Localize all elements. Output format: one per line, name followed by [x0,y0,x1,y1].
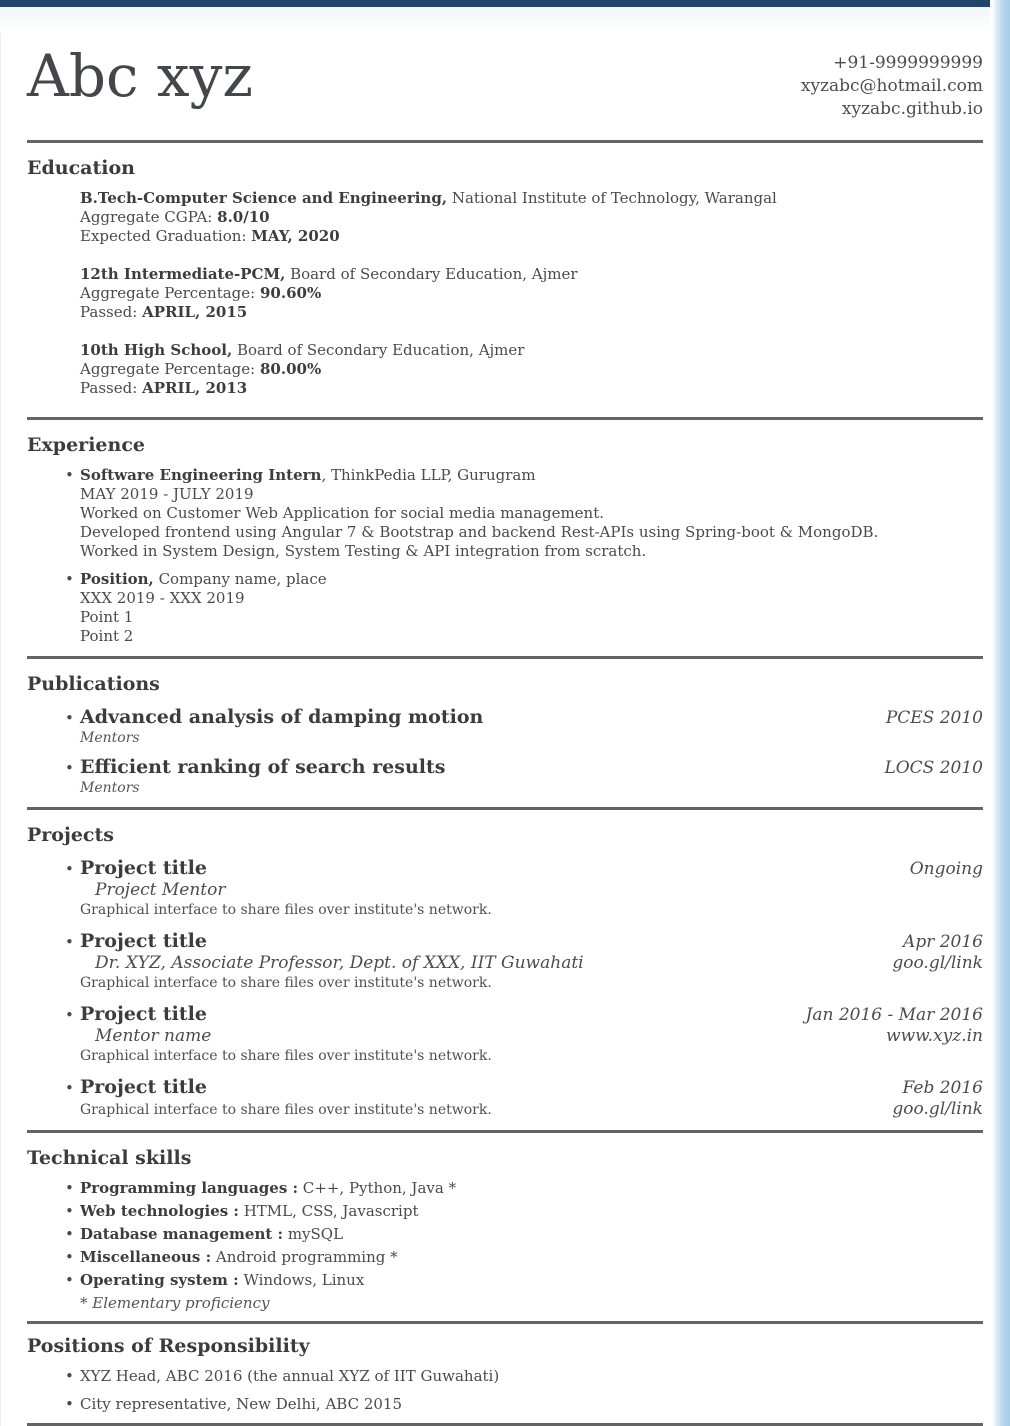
project-mentor-row [80,1026,983,1047]
education-date-line [80,379,983,398]
contact-phone: +91-9999999999 [833,53,983,73]
section-divider [27,656,983,659]
institution: Board of Secondary Education, Ajmer [285,265,578,283]
education-degree-line [80,341,983,360]
degree: 12th Intermediate-PCM, [80,265,286,283]
publication-mentors: Mentors [80,780,140,796]
publication-venue: LOCS 2010 [884,758,983,778]
education-score-line [80,284,983,303]
education-date-line [80,303,983,322]
section-divider [27,807,983,810]
top-edge-bar [0,0,990,7]
publication-title-row [80,705,983,729]
position-item: • City representative, New Delhi, ABC 2015 [80,1395,983,1414]
project-period: Jan 2016 - Mar 2016 [805,1005,983,1025]
project-period: Apr 2016 [903,932,983,952]
skill-value: C++, Python, Java * [298,1179,457,1197]
publication-venue: PCES 2010 [885,708,983,728]
education-degree-line [80,265,983,284]
project-title: • Project title [80,857,207,879]
project-item [80,856,983,919]
project-title-row [80,856,983,880]
publication-item [80,705,983,747]
company: , ThinkPedia LLP, Gurugram [321,466,536,484]
institution: National Institute of Technology, Warangal [447,189,777,207]
skill-value: Windows, Linux [238,1271,365,1289]
project-item [80,1002,983,1065]
project-link[interactable]: goo.gl/link [892,953,983,973]
project-description: Graphical interface to share files over institute's network. [80,975,492,991]
project-title-row [80,1075,983,1099]
project-item [80,1075,983,1120]
project-description-row [80,1099,983,1120]
publication-title: • Efficient ranking of search results [80,756,446,778]
score-label: Aggregate Percentage: [80,360,260,378]
section-title-skills: Technical skills [27,1147,192,1169]
section-title-positions: Positions of Responsibility [27,1335,310,1357]
resume-name: Abc xyz [27,42,253,110]
publication-title-row [80,755,983,779]
experience-point: Point 2 [80,627,134,645]
publication-item [80,755,983,797]
role: Position, [80,570,154,588]
publication-title: • Advanced analysis of damping motion [80,706,484,728]
project-link[interactable]: goo.gl/link [892,1099,983,1119]
experience-item [80,570,983,646]
project-period: Feb 2016 [902,1078,983,1098]
experience-dates: MAY 2019 - JULY 2019 [80,485,254,503]
date-value: APRIL, 2015 [142,303,248,321]
skill-label: Programming languages : [80,1179,299,1197]
skill-label: Database management : [80,1225,284,1243]
experience-point: Worked on Customer Web Application for social media management. [80,504,605,522]
skill-item [80,1202,983,1221]
date-label: Expected Graduation: [80,227,252,245]
education-item [80,189,983,246]
experience-dates: XXX 2019 - XXX 2019 [80,589,245,607]
date-value: APRIL, 2013 [142,379,248,397]
project-title: • Project title [80,1003,207,1025]
score-label: Aggregate CGPA: [80,208,218,226]
project-item [80,929,983,992]
project-mentor-row [80,880,983,901]
section-divider [27,1130,983,1133]
experience-item [80,466,983,561]
masthead [27,0,983,128]
skill-value: Android programming * [211,1248,398,1266]
education-date-line [80,227,983,246]
skill-label: Operating system : [80,1271,239,1289]
skill-label: Web technologies : [80,1202,239,1220]
experience-role-line [80,570,983,589]
skill-label: Miscellaneous : [80,1248,212,1266]
section-title-education: Education [27,157,135,179]
education-degree-line [80,189,983,208]
skill-item [80,1225,983,1244]
experience-point: Point 1 [80,608,134,626]
skill-value: HTML, CSS, Javascript [238,1202,419,1220]
page-left-edge [0,0,1,1426]
education-item [80,265,983,322]
project-title: • Project title [80,1076,207,1098]
skill-item [80,1271,983,1290]
project-description: Graphical interface to share files over institute's network. [80,1048,492,1064]
score-value: 80.00% [259,360,322,378]
skill-value: mySQL [283,1225,344,1243]
project-mentor: Mentor name [95,1026,212,1046]
page-edge-strip [992,0,1010,1426]
contact-website[interactable]: xyzabc.github.io [841,99,983,119]
date-value: MAY, 2020 [251,227,340,245]
role: Software Engineering Intern [80,466,322,484]
date-label: Passed: [80,303,143,321]
skill-item [80,1248,983,1267]
skills-footnote: * Elementary proficiency [80,1294,270,1312]
resume-content [27,0,983,1426]
contact-block [801,44,983,121]
section-title-experience: Experience [27,434,145,456]
project-description: Graphical interface to share files over institute's network. [80,1102,492,1118]
education-item [80,341,983,398]
degree: 10th High School, [80,341,233,359]
degree: B.Tech-Computer Science and Engineering, [80,189,448,207]
score-label: Aggregate Percentage: [80,284,260,302]
experience-point: Developed frontend using Angular 7 & Bootstrap and backend Rest-APIs using Spring-boot & MongoDB. [80,523,879,541]
project-title-row [80,1002,983,1026]
company: Company name, place [153,570,327,588]
section-divider [27,140,983,143]
project-title-row [80,929,983,953]
contact-email[interactable]: xyzabc@hotmail.com [800,76,983,96]
skill-item [80,1179,983,1198]
project-mentor: Project Mentor [95,880,226,900]
experience-role-line [80,466,983,485]
experience-point: Worked in System Design, System Testing & API integration from scratch. [80,542,647,560]
section-divider [27,1321,983,1324]
project-link[interactable]: www.xyz.in [886,1026,983,1046]
score-value: 8.0/10 [217,208,270,226]
education-score-line [80,360,983,379]
institution: Board of Secondary Education, Ajmer [232,341,525,359]
project-description: Graphical interface to share files over institute's network. [80,902,492,918]
project-period: Ongoing [909,859,983,879]
position-item: • XYZ Head, ABC 2016 (the annual XYZ of IIT Guwahati) [80,1367,983,1386]
date-label: Passed: [80,379,143,397]
project-title: • Project title [80,930,207,952]
project-mentor-row [80,953,983,974]
education-score-line [80,208,983,227]
section-title-publications: Publications [27,673,160,695]
score-value: 90.60% [259,284,322,302]
section-title-projects: Projects [27,824,114,846]
section-divider [27,417,983,420]
publication-mentors: Mentors [80,730,140,746]
project-mentor: Dr. XYZ, Associate Professor, Dept. of XXX, IIT Guwahati [95,953,584,973]
